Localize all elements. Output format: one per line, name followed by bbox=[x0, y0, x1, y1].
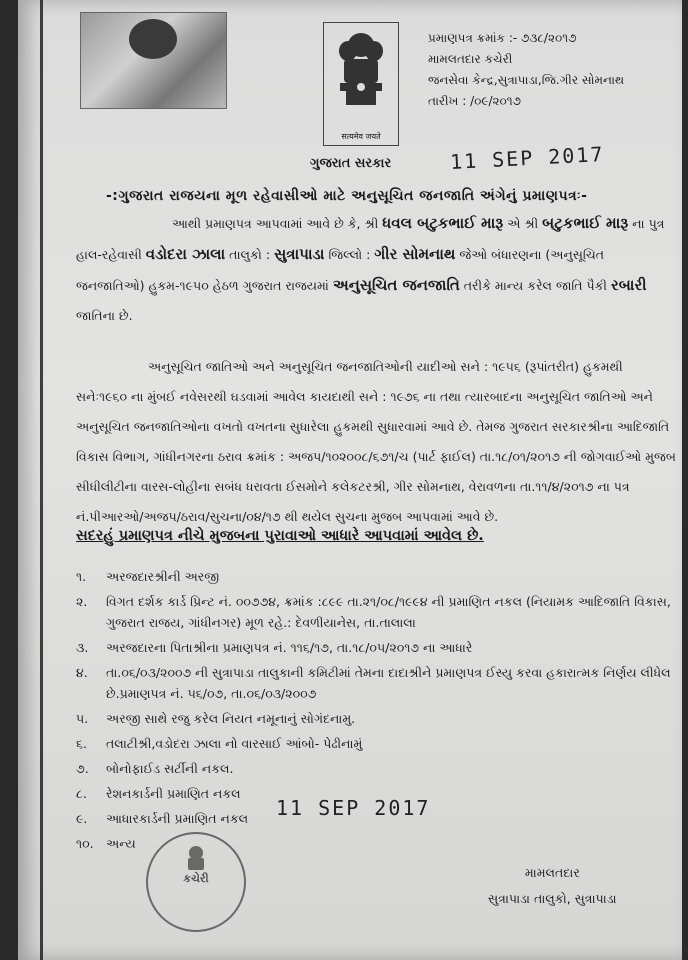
date-stamp-2: 11 SEP 2017 bbox=[276, 796, 431, 820]
certificate-page bbox=[18, 0, 682, 960]
p1-c: ના પુત્ર હાલ-રહેવાસી bbox=[76, 216, 665, 262]
signature-block bbox=[488, 860, 617, 912]
cert-number: પ્રમાણપત્ર ક્રમાંક :- ૭૩૮/૨૦૧૭ bbox=[428, 31, 577, 45]
issue-date: તારીખ : /૦૯/૨૦૧૭ bbox=[428, 94, 521, 108]
lion-capital-icon bbox=[324, 23, 398, 123]
p1-f: જેઓ બંધારણના (અનુસૂચિત જનજાતિઓ) હુકમ-૧૯૫૦ હેઠળ ગુજરાત રાજયમાં bbox=[76, 247, 605, 293]
certificate-heading: -:ગુજરાત રાજયના મૂળ રહેવાસીઓ માટે અનુસૂચિત જનજાતિ અંગેનું પ્રમાણપત્રઃ- bbox=[106, 188, 588, 204]
govt-name: ગુજરાત સરકાર bbox=[310, 156, 392, 171]
seal-emblem-icon bbox=[182, 844, 210, 874]
applicant-photo bbox=[80, 12, 227, 109]
father-name: બટુકભાઈ મારૂ bbox=[542, 214, 629, 232]
list-item: ૧૦. અન્ય bbox=[76, 836, 136, 851]
office-name: મામલતદાર કચેરી bbox=[428, 52, 513, 66]
photo-subject bbox=[129, 19, 177, 59]
p1-b: એ શ્રી bbox=[507, 216, 539, 231]
emblem-motto: सत्यमेव जयते bbox=[341, 132, 381, 141]
office-seal bbox=[146, 832, 246, 932]
office-address: જનસેવા કેન્દ્ર,સુત્રાપાડા,જિ.ગીર સોમનાથ bbox=[428, 73, 625, 87]
list-item: ૮. રેશનકાર્ડની પ્રમાણિત નકલ bbox=[76, 786, 241, 801]
p1-g: તરીકે માન્ય કરેલ જાતિ પૈકી bbox=[463, 278, 608, 293]
list-item: ૫. અરજી સાથે રજુ કરેલ નિયત નમૂનાનું સોગંદનામુ. bbox=[76, 711, 356, 726]
signatory-title: મામલતદાર bbox=[524, 865, 580, 880]
list-item: ૨. વિગત દર્શક કાર્ડ પ્રિન્ટ નં. ૦૦૭૭૪, ક્રમાંક :૮૯૯ તા.૨૧/૦૮/૧૯૯૪ ની પ્રમાણિત નકલ (નિયામક આદિજાતિ વિકાસ, ગુજરાત રાજય, ગાંધીનગર) મૂળ રહે.: દેવળીયાનેસ, તા.તાલાલા bbox=[76, 594, 671, 630]
list-item: ૩. અરજદારના પિતાશ્રીના પ્રમાણપત્ર નં. ૧૧૬/૧૭, તા.૧૮/૦૫/૨૦૧૭ ના આધારે bbox=[76, 640, 473, 655]
margin-line bbox=[40, 0, 43, 960]
list-item: ૬. તલાટીશ્રી,વડોદરા ઝાલા નો વારસાઈ આંબો- પેઢીનામું bbox=[76, 736, 363, 751]
certificate-body-2: અનુસૂચિત જાતિઓ અને અનુસૂચિત જનજાતિઓની યાદીઓ સને : ૧૯૫૬ (રૂપાંતરીત) હુકમથી સનેઃ૧૯૬૦ ના મુંબઈ નવેસરથી ઘડવામાં આવેલ કાયદાથી સને : ૧૯૭૬ ના તથા ત્યારબાદના અનુસૂચિત જાતિઓ અને અનુસૂચિત જનજાતિઓના વખતો વખતના સુધારેલા હુકમથી સુધારવામાં આવે છે. તેમજ ગુજરાત સરકારશ્રીના આદિજાતિ વિકાસ વિભાગ, ગાંધીનગરના ઠરાવ ક્રમાંક : અજપ/૧૦૨૦૦૮/૬૭૧/ચ (પાર્ટ ફાઈલ) તા.૧૮/૦૧/૨૦૧૭ ની જોગવાઈઓ મુજબ સીધીલીટીના વારસ-લોહીના સબંધ ધરાવતા ઈસમોને કલેકટરશ્રી, ગીર સોમનાથ, વેરાવળના તા.૧૧/૪/૨૦૧૭ ના પત્ર નં.પીઆરઓ/અજપ/ઠરાવ/સુચના/૦૪/૧૭ થી થયેલ સુચના મુજબ આપવામાં આવે છે. bbox=[76, 359, 676, 524]
tribe-label: અનુસૂચિત જનજાતિ bbox=[332, 276, 460, 294]
evidence-heading: સદરહું પ્રમાણપત્ર નીચે મુજબના પુરાવાઓ આધારે આપવામાં આવેલ છે. bbox=[76, 528, 484, 544]
p1-h: જાતિના છે. bbox=[76, 308, 133, 323]
seal-text: કચેરી bbox=[183, 872, 209, 885]
caste-name: રબારી bbox=[611, 276, 647, 294]
p1-a: આથી પ્રમાણપત્ર આપવામાં આવે છે કે, શ્રી bbox=[172, 216, 379, 231]
residence-city: વડોદરા ઝાલા bbox=[145, 245, 226, 263]
certificate-body-1 bbox=[76, 208, 676, 331]
list-item: ૭. બોનોફાઈડ સર્ટીની નકલ. bbox=[76, 761, 234, 776]
issuer-block bbox=[428, 28, 624, 112]
date-stamp: 11 SEP 2017 bbox=[449, 141, 605, 175]
list-item: ૧. અરજદારશ્રીની અરજી bbox=[76, 569, 220, 584]
holder-name: ધવલ બટુકભાઈ મારૂ bbox=[382, 214, 504, 232]
taluka-name: સુત્રાપાડા bbox=[274, 245, 325, 263]
list-item: ૯. આધારકાર્ડની પ્રમાણિત નકલ bbox=[76, 811, 249, 826]
p1-e: જિલ્લો : bbox=[328, 247, 371, 262]
district-name: ગીર સોમનાથ bbox=[374, 245, 456, 263]
list-item: ૪. તા.૦૬/૦૩/૨૦૦૭ ની સુત્રાપાડા તાલુકાની કમિટીમાં તેમના દાદાશ્રીને પ્રમાણપત્ર ઈસ્યુ કરવા હકારાત્મક નિર્ણય લીધેલ છે.પ્રમાણપત્ર નં. ૫૬/૦૭, તા.૦૬/૦૩/૨૦૦૭ bbox=[76, 665, 671, 701]
signatory-place: સુત્રાપાડા તાલુકો, સુત્રાપાડા bbox=[488, 891, 617, 906]
p1-d: તાલુકો : bbox=[229, 247, 271, 262]
state-emblem bbox=[323, 22, 399, 146]
